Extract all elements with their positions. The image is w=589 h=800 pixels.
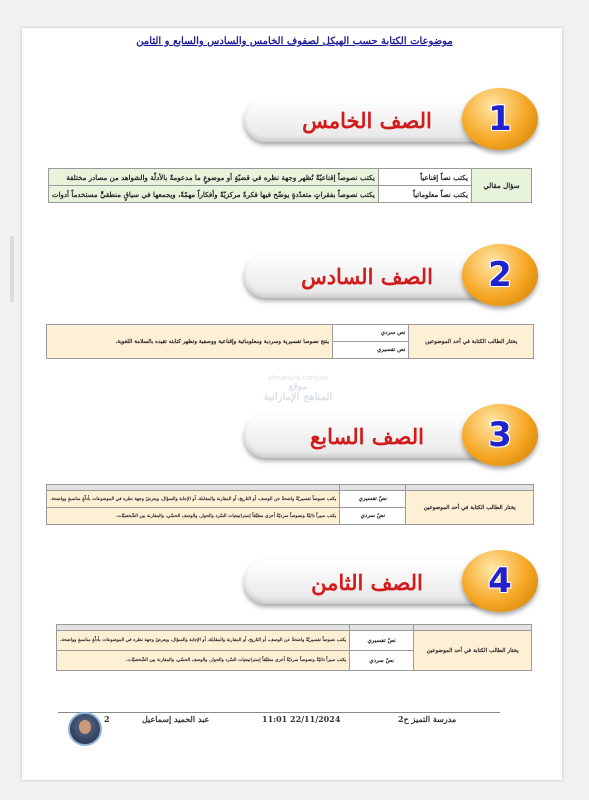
table-row <box>47 325 534 342</box>
footer-author: عبد الحميد إسماعيل <box>142 714 210 724</box>
document-title: موضوعات الكتابة حسب الهيكل لصفوف الخامس والسادس والسابع و الثامن <box>136 36 453 47</box>
question-type-cell: سؤال مقالي <box>472 169 532 203</box>
page-edge-marker <box>10 236 14 302</box>
instruction-cell: يختار الطالب الكتابة في أحد الموضوعين <box>406 491 534 525</box>
description-cell: ينتج نصوصا تفسيرية وسردية ومعلوماتية وإقناعية ووصفية وتظهر كتابته تقيده بالسلامة اللغوية. <box>47 325 333 359</box>
writing-type-cell: نصّ تفسيري <box>340 491 406 508</box>
grade-number-badge <box>462 88 538 150</box>
instruction-cell: يختار الطالب الكتابة في أحد الموضوعين <box>413 631 531 671</box>
footer-page-number: 2 <box>104 714 110 724</box>
grade-number: 3 <box>488 415 512 455</box>
description-cell: يكتب سيراً ذاتيّةً ونصوصاً سرديّةً أخرى مطبّقاً إستراتيجيات السّرد والحوار، والوصف الحسّي، والمقارنة بين الشّخصيّات. <box>57 651 350 671</box>
writing-type-cell: نصّ سردي <box>340 508 406 525</box>
watermark-line1: موقع <box>288 382 308 392</box>
grade-5-title: الصف الخامس <box>302 108 432 133</box>
description-cell: يكتب نصوصاً إقناعيّةً تُظهر وجهة نظره في قضيّةٍ أو موضوعٍ ما مدعومةً بالأدلّة والشواهد من مصادر مختلفة <box>49 169 379 186</box>
grade-6-table <box>46 324 534 359</box>
table-row <box>49 186 532 203</box>
watermark-url: almanahj.com/ae <box>267 374 329 382</box>
writing-type-cell: يكتب نصاً إقناعياً <box>378 169 471 186</box>
description-cell: يكتب نصوصاً تفسيريّةً واضحةً عن الوصف، أو التاريخ، أو المقارنة والمقابلة، أو الإجابة والسؤال، ويعرضُ وجهة نظره في الموضوعات بأدلّةٍ مناسبةٍ وواضحة. <box>57 631 350 651</box>
grade-number: 2 <box>488 255 512 295</box>
grade-5-banner <box>232 88 542 154</box>
footer-divider <box>58 712 500 713</box>
grade-8-table <box>56 624 532 671</box>
grade-number-badge <box>462 404 538 466</box>
grade-number: 4 <box>488 561 512 601</box>
description-cell: يكتب نصوصاً بفقراتٍ متعدّدةٍ يوضّح فيها فكرةً مركزيّةً وأفكاراً مهمّةً، ويجمعها في سياقٍ منطقيٍّ مستخدماً أدوات <box>49 186 379 203</box>
footer-datetime: 11:01 22/11/2024 <box>262 714 341 724</box>
writing-type-cell: نص تفسيري <box>333 342 409 359</box>
grade-6-title: الصف السادس <box>301 264 433 289</box>
grade-5-table <box>48 168 532 203</box>
table-row <box>57 631 532 651</box>
description-cell: يكتب سيراً ذاتيّةً ونصوصاً سرديّةً أخرى مطبّقاً إستراتيجيات السّرد والحوار، والوصف الحسّي، والمقارنة بين الشّخصيّات. <box>47 508 340 525</box>
writing-type-cell: نصّ سردي <box>350 651 414 671</box>
instruction-cell: يختار الطالب الكتابة في أحد الموضوعين <box>409 325 534 359</box>
grade-number: 1 <box>488 99 512 139</box>
writing-type-cell: نصّ تفسيري <box>350 631 414 651</box>
table-row <box>49 169 532 186</box>
watermark-line2: المناهج الإماراتية <box>263 392 333 403</box>
author-avatar <box>68 712 102 746</box>
writing-type-cell: يكتب نصاً معلوماتياً <box>378 186 471 203</box>
description-cell: يكتب نصوصاً تفسيريّةً واضحةً عن الوصف، أو التاريخ، أو المقارنة والمقابلة، أو الإجابة والسؤال، ويعرضُ وجهة نظره في الموضوعات بأدلّةٍ مناسبةٍ وواضحة. <box>47 491 340 508</box>
grade-8-title: الصف الثامن <box>311 570 423 595</box>
footer-school: مدرسة التميز ح2 <box>398 714 457 724</box>
grade-7-table <box>46 484 534 525</box>
writing-type-cell: نص سردي <box>333 325 409 342</box>
grade-7-banner <box>232 404 542 470</box>
grade-8-banner <box>232 550 542 616</box>
grade-6-banner <box>232 244 542 310</box>
grade-number-badge <box>462 244 538 306</box>
grade-number-badge <box>462 550 538 612</box>
grade-7-title: الصف السابع <box>310 424 424 449</box>
table-row <box>47 491 534 508</box>
avatar-face <box>79 720 91 734</box>
